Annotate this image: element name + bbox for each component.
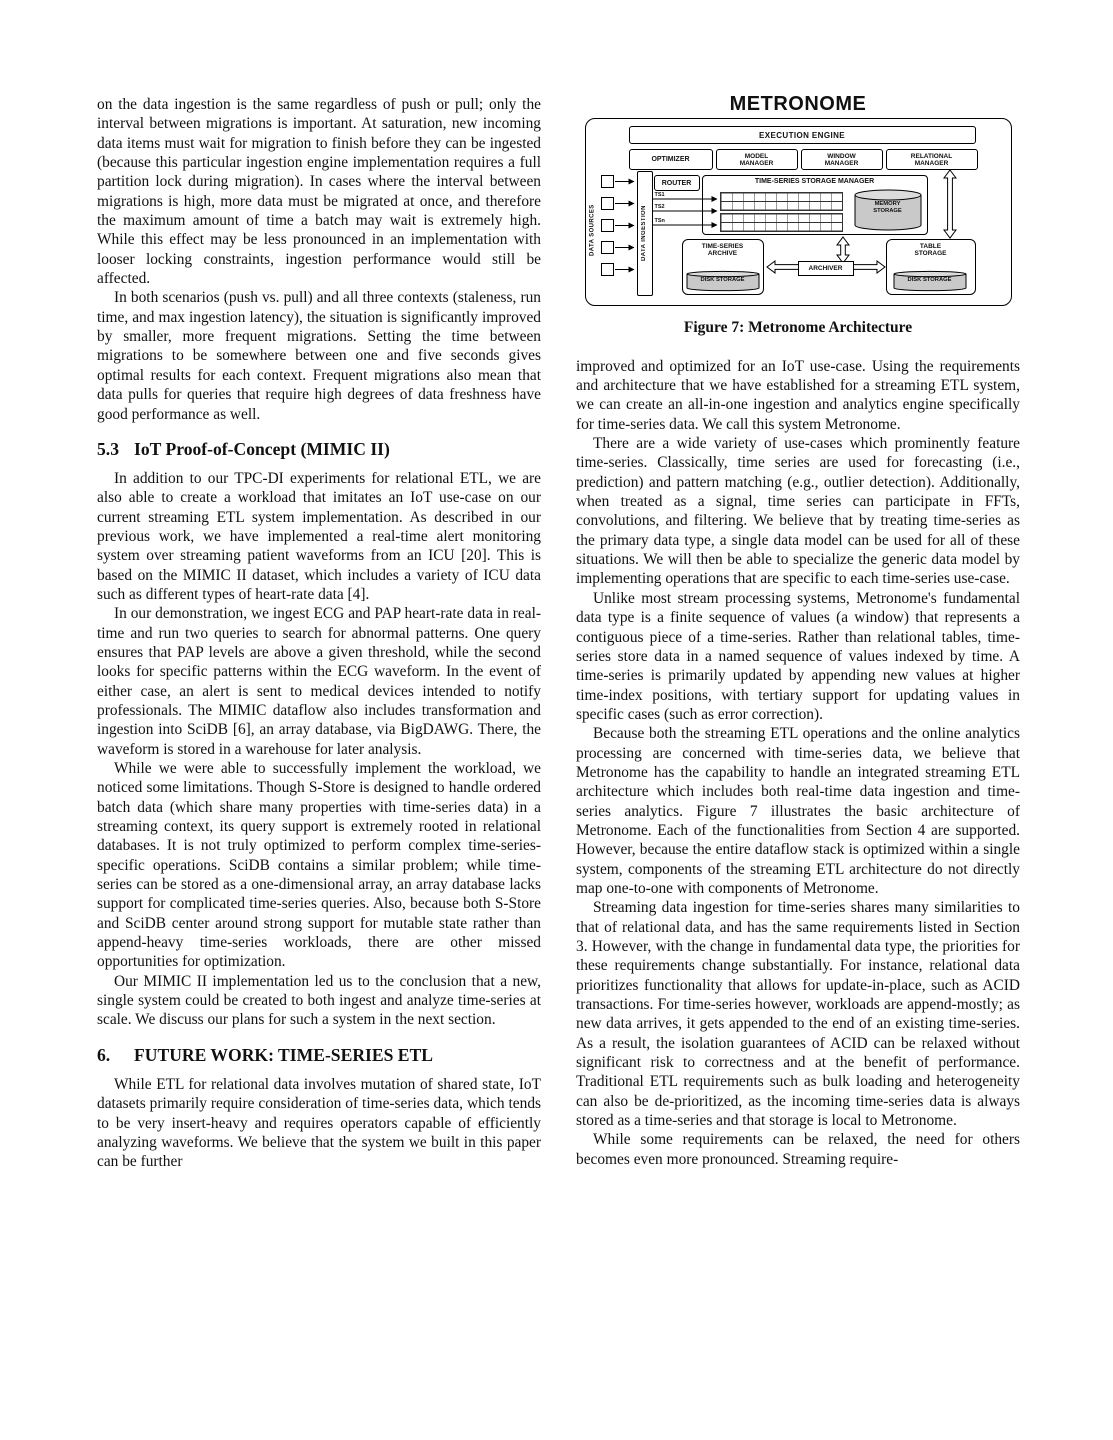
execution-engine-box bbox=[629, 126, 976, 144]
disk-storage-left-label: DISK STORAGE bbox=[700, 277, 745, 284]
paragraph: While some requirements can be relaxed, the need for others becomes even more pronounced. Streaming require- bbox=[576, 1131, 1020, 1168]
source-arrows bbox=[615, 182, 634, 270]
section-number: 5.3 bbox=[97, 438, 119, 459]
paragraph: In addition to our TPC-DI experiments for relational ETL, we are also able to create a workload that imitates an IoT use-case on our current streaming ETL system implementation. As described in our previous work, we have implemented a real-time alert monitoring system over streaming patient waveforms from an ICU [20]. This is based on the MIMIC II dataset, which includes a variety of ICU data such as different types of heart-rate data [4]. bbox=[97, 469, 541, 603]
section-number: 6. bbox=[97, 1044, 111, 1065]
paragraph: In both scenarios (push vs. pull) and all three contexts (staleness, run time, and max ingestion latency), the situation is significantly improved by smaller, more frequent migrations. Setting the time between migrations to be somewhere between one and five seconds gives optimal results for each context. Frequent migrations also mean that data pulls for queries that require high degrees of data freshness have good performance as well. bbox=[97, 289, 541, 423]
data-source-node bbox=[601, 175, 614, 188]
section-heading-5-3 bbox=[97, 439, 541, 460]
archiver-box bbox=[798, 261, 854, 276]
table-storage-box bbox=[886, 239, 976, 295]
data-ingestion-label: DATA INGESTION bbox=[641, 205, 647, 262]
ts-archive-label: TIME-SERIES ARCHIVE bbox=[701, 243, 744, 258]
figure-caption: Figure 7: Metronome Architecture bbox=[683, 319, 913, 337]
memory-storage-label: MEMORY STORAGE bbox=[873, 201, 902, 214]
ts1-label: TS1 bbox=[654, 191, 665, 198]
archiver-label: ARCHIVER bbox=[808, 264, 843, 272]
paragraph: While ETL for relational data involves mutation of shared state, IoT datasets primarily require consideration of time-series data, which tends to be very insert-heavy and requires operators capable of efficiently analyzing waveforms. We believe that the system we built in this paper can be further bbox=[97, 1075, 541, 1171]
ts-archive-box bbox=[682, 239, 764, 295]
paragraph: In our demonstration, we ingest ECG and PAP heart-rate data in real-time and run two queries to search for abnormal patterns. One query ensures that PAP levels are above a given threshold, while the second looks for specific patterns within the ECG waveform. In the event of either case, an alert is sent to medical devices intended to notify professionals. The MIMIC dataflow also includes transformation and ingestion into SciDB [6], an array database, via BigDAWG. There, the waveform is stored in a warehouse for later analysis. bbox=[97, 605, 541, 758]
router-box bbox=[654, 175, 700, 191]
relational-manager-box bbox=[886, 149, 978, 170]
data-source-node bbox=[601, 219, 614, 232]
table-storage-label: TABLE STORAGE bbox=[914, 243, 947, 258]
figure-7 bbox=[576, 95, 1020, 338]
paragraph: on the data ingestion is the same regardless of push or pull; only the interval between migrations is important. At saturation, new incoming data items must wait for migration to finish before they can be ingested (because this particular ingestion engine implementation requires a full partition lock during migration). In cases where the interval between migrations is high, more data must be migrated at once, and therefore the maximum amount of time a batch may wait is extremely high. While this effect may be less pronounced in an implementation with looser locking constraints, ingestion performance would still be affected. bbox=[97, 96, 541, 288]
relational-manager-label: RELATIONAL MANAGER bbox=[910, 152, 953, 167]
paragraph: While we were able to successfully implement the workload, we noticed some limitations. Though S-Store is designed to handle ordered batch data (which share many properties with time-series data) in a streaming context, its query support is extremely rooted in relational databases. It is not truly optimized to perform complex time-series-specific operations. SciDB contains a similar problem; while time-series can be stored as a one-dimensional array, an array database lacks support for complicated time-series queries. Also, because both S-Store and SciDB center around strong support for mutable state rather than append-heavy time-series workloads, there are other missed opportunities for optimization. bbox=[97, 760, 541, 971]
ts-table-grid bbox=[720, 213, 843, 232]
data-sources-label: DATA SOURCES bbox=[588, 204, 595, 257]
left-column bbox=[97, 95, 541, 1172]
right-column bbox=[576, 95, 1020, 1169]
ts-table-grid bbox=[720, 192, 843, 211]
paragraph: There are a wide variety of use-cases which prominently feature time-series. Classically, time series are used for forecasting (i.e., prediction) and pattern matching (e.g., outlier detection). Additionally, when treated as a signal, time series can participate in FFTs, convolutions, and filtering. We believe that by treating time-series as the primary data type, a single data model can be used for all of these situations. We will then be able to specialize the generic data model by implementing operations that are specific to each time-series use-case. bbox=[576, 435, 1020, 588]
disk-storage-right-label: DISK STORAGE bbox=[907, 277, 952, 284]
ts-storage-manager-label: TIME-SERIES STORAGE MANAGER bbox=[754, 178, 875, 186]
paragraph: Our MIMIC II implementation led us to the conclusion that a new, single system could be created to both ingest and analyze time-series at scale. We discuss our plans for such a system in the next section. bbox=[97, 972, 541, 1029]
model-manager-label: MODEL MANAGER bbox=[739, 152, 774, 167]
paragraph: Because both the streaming ETL operations and the online analytics processing are concerned with time-series data, we believe that Metronome has the capability to handle an integrated streaming ETL architecture which includes both real-time data ingestion and time-series analytics. Figure 7 illustrates the basic architecture of Metronome. Each of the functionalities from Section 4 are supported. However, because the entire dataflow stack is optimized within a single system, components of the streaming ETL architecture do not directly map one-to-one with components of Metronome. bbox=[576, 725, 1020, 897]
tsn-label: TSn bbox=[654, 217, 665, 224]
metronome-architecture-diagram bbox=[585, 118, 1012, 306]
section-heading-6 bbox=[97, 1045, 541, 1066]
paragraph: improved and optimized for an IoT use-case. Using the requirements and architecture that we have established for a streaming ETL system, we can create an all-in-one ingestion and analytics engine specifically for time-series data. We call this system Metronome. bbox=[576, 357, 1020, 433]
figure-title: METRONOME bbox=[729, 93, 867, 115]
model-manager-box bbox=[716, 149, 798, 170]
section-title: IoT Proof-of-Concept (MIMIC II) bbox=[134, 438, 390, 459]
optimizer-box bbox=[629, 149, 713, 170]
ts2-label: TS2 bbox=[654, 203, 665, 210]
router-label: ROUTER bbox=[661, 179, 692, 187]
paragraph: Streaming data ingestion for time-series shares many similarities to that of relational data, and has the same requirements listed in Section 3. However, with the change in fundamental data type, the priorities for these requirements change substantially. For instance, relational data prioritizes functionality that allows for update-in-place, such as ACID transactions. For time-series however, workloads are append-mostly; as new data arrives, it gets appended to the end of an existing time-series. As a result, the isolation guarantees of ACID can be relaxed without significant risk to correctness and at the benefit of performance. Traditional ETL requirements such as bulk loading and heterogeneity can also be de-prioritized, as the incoming time-series data is always stored as a time-series and that storage is local to Metronome. bbox=[576, 899, 1020, 1130]
optimizer-label: OPTIMIZER bbox=[651, 156, 690, 164]
window-manager-box bbox=[801, 149, 883, 170]
data-source-node bbox=[601, 241, 614, 254]
execution-engine-label: EXECUTION ENGINE bbox=[759, 130, 845, 140]
data-source-node bbox=[601, 197, 614, 210]
data-ingestion-bar bbox=[637, 171, 653, 296]
data-source-node bbox=[601, 263, 614, 276]
section-title: FUTURE WORK: TIME-SERIES ETL bbox=[134, 1044, 433, 1065]
window-manager-label: WINDOW MANAGER bbox=[824, 152, 859, 167]
paragraph: Unlike most stream processing systems, Metronome's fundamental data type is a finite sequence of values (a window) that represents a contiguous piece of a time-series. Rather than relational tables, time-series store data in a named sequence of values indexed by time. A time-series is primarily updated by appending new values at higher time-index positions, with tertiary support for updating values in specific cases (such as error correction). bbox=[576, 589, 1020, 723]
